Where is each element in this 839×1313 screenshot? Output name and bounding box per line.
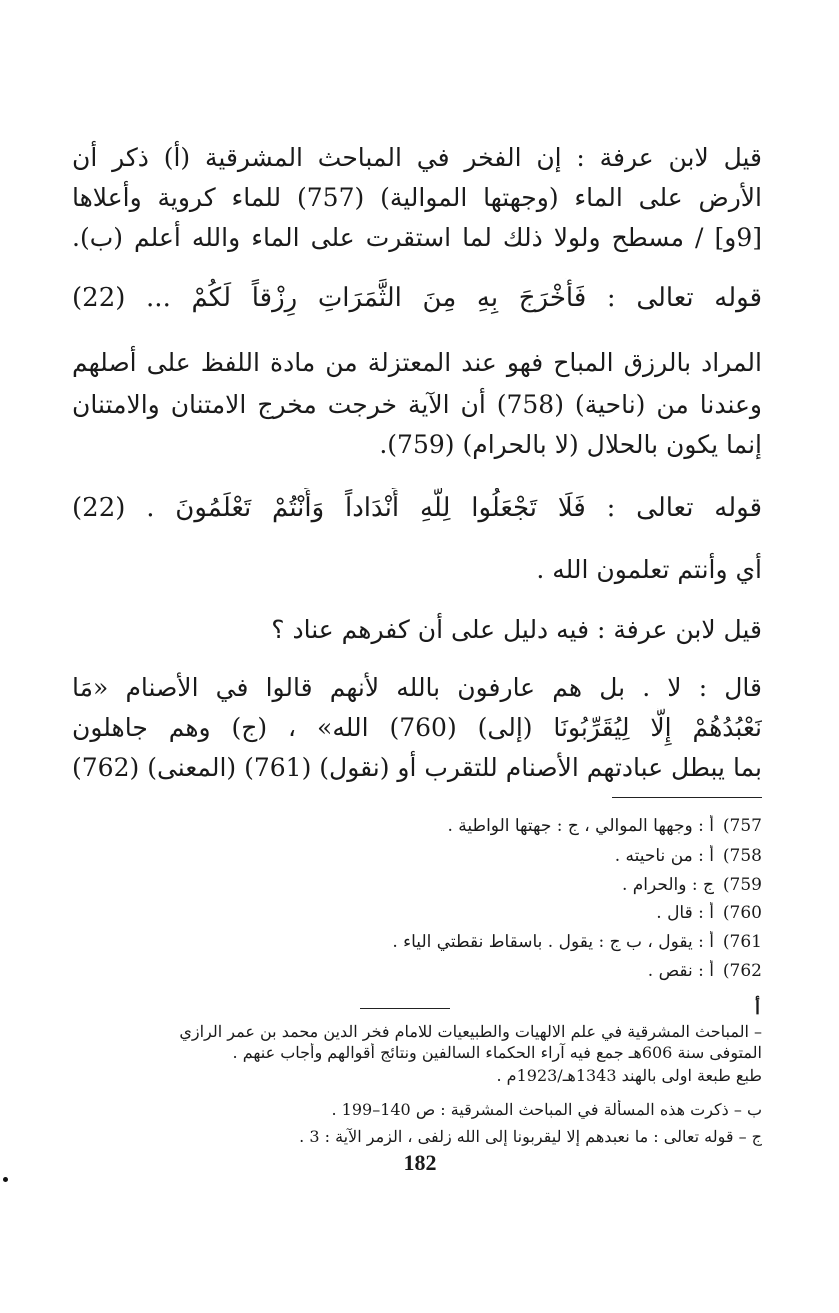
footnote-number: 757) (722, 816, 762, 836)
footnote (250, 845, 762, 867)
scan-speck (3, 1177, 8, 1182)
text-line: قال : لا . بل هم عارفون بالله لأنهم قالوا في الأصنام «مَا (72, 673, 762, 702)
text-line: قوله تعالى : فَلَا تَجْعَلُوا لِلَّهِ أَنْدَاداً وَأَنْتُمْ تَعْلَمُونَ . (22) (72, 493, 762, 523)
editor-note-line: – المباحث المشرقية في علم الالهيات والطبيعيات للامام فخر الدين محمد بن عمر الرازي (179, 1022, 762, 1041)
footnote-text: ج : والحرام . (621, 875, 714, 895)
text-line: قيل لابن عرفة : فيه دليل على أن كفرهم عناد ؟ (271, 615, 762, 644)
footnote-number: 759) (722, 875, 762, 895)
text-line: [9و] / مسطح ولولا ذلك لما استقرت على الماء والله أعلم (ب). (72, 223, 762, 252)
editor-note-marker: أ (755, 998, 761, 1019)
text-line: الأرض على الماء (وجهتها الموالية) (757) للماء كروية وأعلاها (72, 183, 762, 212)
editor-note-line: ج – قوله تعالى : ما نعبدهم إلا ليقربونا إلى الله زلفى ، الزمر الآية : 3 . (299, 1127, 762, 1146)
footnote (250, 931, 762, 953)
footnote-text: أ : قال . (656, 903, 714, 923)
text-line: بما يبطل عبادتهم الأصنام للتقرب أو (نقول) (761) (المعنى) (762) (72, 753, 762, 782)
footnote (250, 815, 762, 837)
footnote-number: 760) (722, 903, 762, 923)
editor-note-line: طبع طبعة اولى بالهند 1343هـ/1923م . (496, 1066, 762, 1085)
text-line: قيل لابن عرفة : إن الفخر في المباحث المشرقية (أ) ذكر أن (72, 143, 762, 172)
text-line: نَعْبُدُهُمْ إِلَّا لِيُقَرِّبُونَا (إلى) (760) الله» ، (ج) وهم جاهلون (72, 713, 762, 742)
editor-note-line: المتوفى سنة 606هـ جمع فيه آراء الحكماء السالفين ونتائج أقوالهم وأجاب عنهم . (232, 1043, 762, 1062)
footnote-text: أ : من ناحيته . (614, 846, 714, 866)
footnote-separator (612, 797, 762, 798)
text-line: وعندنا من (ناحية) (758) أن الآية خرجت مخرج الامتنان والامتنان (72, 390, 762, 419)
editor-notes-separator (360, 1008, 450, 1009)
footnote (250, 874, 762, 896)
footnote-number: 761) (722, 932, 762, 952)
footnote-number: 762) (722, 961, 762, 981)
footnote-text: أ : نقص . (647, 961, 714, 981)
text-line: قوله تعالى : فَأَخْرَجَ بِهِ مِنَ الثَّمَرَاتِ رِزْقاً لَكُمْ ... (22) (72, 283, 762, 313)
editor-note-line: ب – ذكرت هذه المسألة في المباحث المشرقية : ص 140–199 . (331, 1100, 762, 1119)
text-line: أي وأنتم تعلمون الله . (536, 555, 762, 584)
footnote (250, 960, 762, 982)
footnote (250, 902, 762, 924)
text-line: إنما يكون بالحلال (لا بالحرام) (759). (379, 430, 762, 459)
footnote-number: 758) (722, 846, 762, 866)
page-number: 182 (403, 1150, 437, 1175)
text-line: المراد بالرزق المباح فهو عند المعتزلة من مادة اللفظ على أصلهم (72, 348, 762, 377)
footnote-text: أ : وجهها الموالي ، ج : جهتها الواطية . (447, 816, 714, 836)
footnote-text: أ : يقول ، ب ج : يقول . باسقاط نقطتي الياء . (392, 932, 714, 952)
